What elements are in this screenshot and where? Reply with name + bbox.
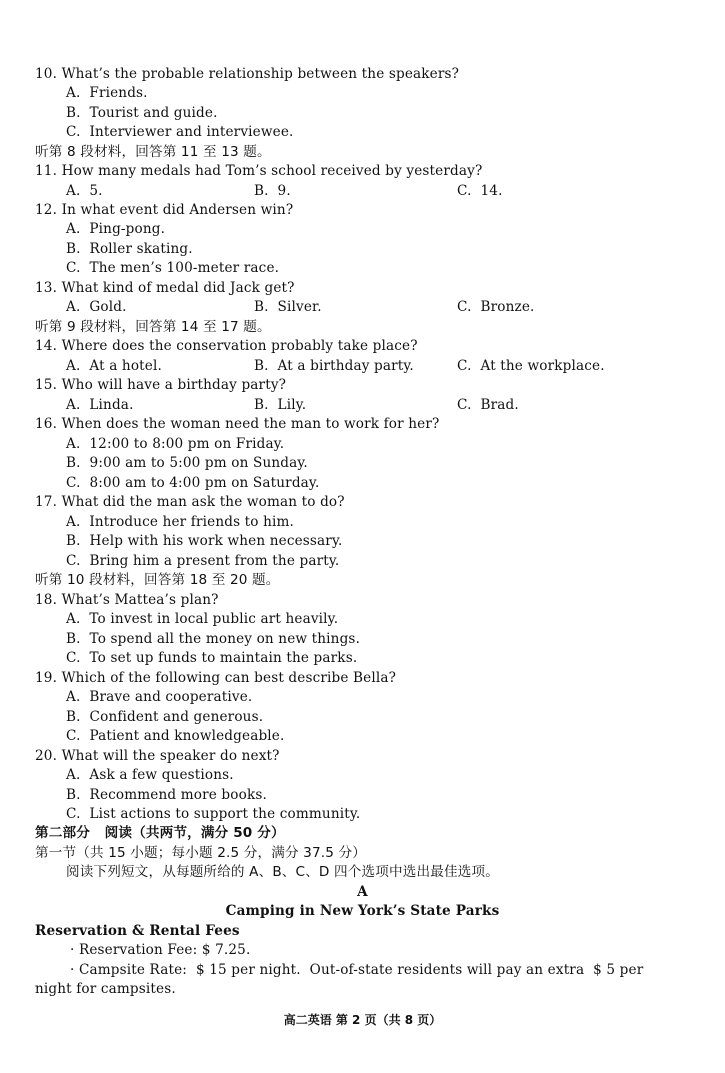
option-16b: B. 9:00 am to 5:00 pm on Sunday.	[66, 455, 308, 471]
option-17c: C. Bring him a present from the party.	[66, 553, 340, 569]
option-19a: A. Brave and cooperative.	[66, 689, 253, 705]
section-header-8: 听第 8 段材料，回答第 11 至 13 题。	[35, 144, 271, 160]
option-10b: B. Tourist and guide.	[66, 105, 218, 121]
option-13b: B. Silver.	[254, 299, 322, 315]
option-15a: A. Linda.	[66, 397, 134, 413]
section-one-title: 第一节（共 15 小题；每小题 2.5 分，满分 37.5 分）	[35, 845, 367, 861]
option-14b: B. At a birthday party.	[254, 358, 414, 374]
question-20: 20. What will the speaker do next?	[35, 748, 280, 764]
section-header-9: 听第 9 段材料，回答第 14 至 17 题。	[35, 319, 271, 335]
option-18c: C. To set up funds to maintain the parks.	[66, 650, 358, 666]
question-17: 17. What did the man ask the woman to do?	[35, 494, 345, 510]
passage-title: Camping in New York’s State Parks	[225, 903, 500, 919]
question-13: 13. What kind of medal did Jack get?	[35, 280, 295, 296]
option-11a: A. 5.	[66, 183, 103, 199]
option-18a: A. To invest in local public art heavily.	[66, 611, 339, 627]
option-17b: B. Help with his work when necessary.	[66, 533, 343, 549]
bullet-reservation-fee: · Reservation Fee: $ 7.25.	[70, 942, 251, 958]
option-15c: C. Brad.	[457, 397, 519, 413]
option-10a: A. Friends.	[66, 85, 148, 101]
bullet-campsite-rate: · Campsite Rate: $ 15 per night. Out-of-state residents will pay an extra $ 5 per	[70, 962, 644, 978]
bullet-campsite-rate-continued: night for campsites.	[35, 981, 176, 997]
question-12: 12. In what event did Andersen win?	[35, 202, 294, 218]
option-20c: C. List actions to support the community.	[66, 806, 361, 822]
option-14a: A. At a hotel.	[66, 358, 162, 374]
option-15b: B. Lily.	[254, 397, 307, 413]
option-20a: A. Ask a few questions.	[66, 767, 234, 783]
question-16: 16. When does the woman need the man to work for her?	[35, 416, 440, 432]
option-14c: C. At the workplace.	[457, 358, 605, 374]
option-17a: A. Introduce her friends to him.	[66, 514, 295, 530]
subheading: Reservation & Rental Fees	[35, 923, 240, 939]
question-18: 18. What’s Mattea’s plan?	[35, 592, 219, 608]
option-19c: C. Patient and knowledgeable.	[66, 728, 285, 744]
option-16a: A. 12:00 to 8:00 pm on Friday.	[66, 436, 285, 452]
option-16c: C. 8:00 am to 4:00 pm on Saturday.	[66, 475, 320, 491]
option-12c: C. The men’s 100-meter race.	[66, 260, 280, 276]
option-19b: B. Confident and generous.	[66, 709, 264, 725]
section-header-10: 听第 10 段材料，回答第 18 至 20 题。	[35, 572, 280, 588]
option-11b: B. 9.	[254, 183, 291, 199]
question-14: 14. Where does the conservation probably take place?	[35, 338, 418, 354]
page-footer: 高二英语 第 2 页（共 8 页）	[283, 1013, 442, 1027]
question-19: 19. Which of the following can best describe Bella?	[35, 670, 397, 686]
option-18b: B. To spend all the money on new things.	[66, 631, 361, 647]
part-two-title: 第二部分 阅读（共两节，满分 50 分）	[35, 825, 285, 841]
option-10c: C. Interviewer and interviewee.	[66, 124, 294, 140]
option-20b: B. Recommend more books.	[66, 787, 267, 803]
passage-letter: A	[357, 884, 368, 900]
question-10: 10. What’s the probable relationship between the speakers?	[35, 66, 460, 82]
option-12b: B. Roller skating.	[66, 241, 193, 257]
option-13c: C. Bronze.	[457, 299, 535, 315]
option-13a: A. Gold.	[66, 299, 127, 315]
option-11c: C. 14.	[457, 183, 503, 199]
question-15: 15. Who will have a birthday party?	[35, 377, 287, 393]
option-12a: A. Ping-pong.	[66, 221, 166, 237]
reading-instructions: 阅读下列短文，从每题所给的 A、B、C、D 四个选项中选出最佳选项。	[66, 864, 499, 880]
question-11: 11. How many medals had Tom’s school received by yesterday?	[35, 163, 483, 179]
